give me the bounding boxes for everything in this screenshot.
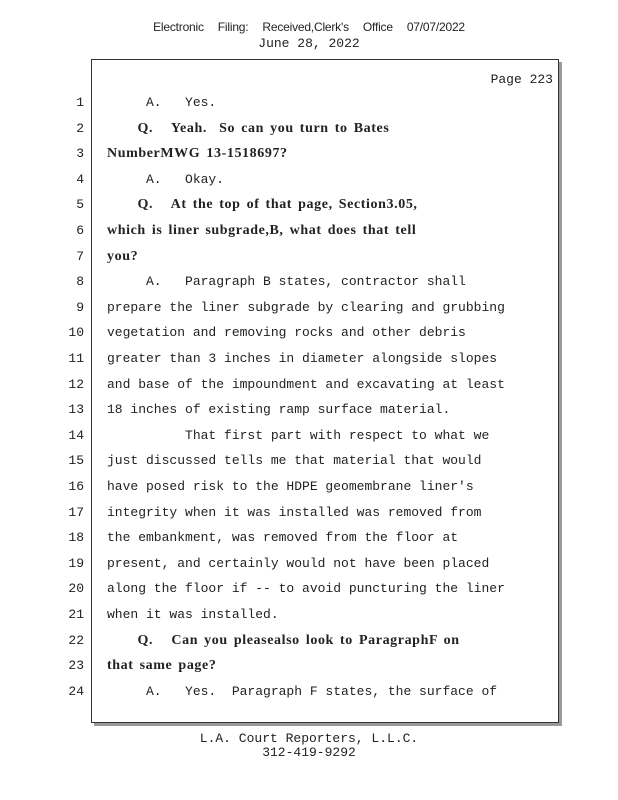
line-number: 13 — [68, 402, 84, 417]
answer-line: integrity when it was installed was removed from — [107, 505, 482, 520]
answer-line: A. Yes. Paragraph F states, the surface of — [107, 684, 498, 699]
answer-line: have posed risk to the HDPE geomembrane liner's — [107, 479, 474, 494]
line-number: 8 — [76, 274, 84, 289]
transcript-date: June 28, 2022 — [258, 36, 360, 51]
question-line: which is liner subgrade,B, what does that tell — [107, 223, 417, 238]
line-number: 2 — [76, 121, 84, 136]
answer-line: along the floor if -- to avoid puncturing the liner — [107, 581, 505, 596]
question-line: that same page? — [107, 658, 217, 673]
answer-line: just discussed tells me that material that would — [107, 453, 482, 468]
answer-line: present, and certainly would not have been placed — [107, 556, 490, 571]
filing-stamp — [0, 20, 618, 34]
page-number: Page 223 — [490, 72, 553, 87]
filing-part: Electronic — [153, 20, 204, 34]
answer-line: That first part with respect to what we — [107, 428, 490, 443]
line-number: 5 — [76, 197, 84, 212]
filing-part: Office — [362, 20, 393, 34]
answer-line: greater than 3 inches in diameter alongside slopes — [107, 351, 498, 366]
filing-part: Filing: — [217, 20, 249, 34]
line-number: 10 — [68, 325, 84, 340]
answer-line: A. Yes. — [107, 95, 217, 110]
line-number: 11 — [68, 351, 84, 366]
line-number: 24 — [68, 684, 84, 699]
line-number: 16 — [68, 479, 84, 494]
question-line: Q. Can you pleasealso look to ParagraphF on — [107, 633, 460, 648]
line-number: 4 — [76, 172, 84, 187]
filing-part: Received,Clerk's — [262, 20, 349, 34]
answer-line: vegetation and removing rocks and other debris — [107, 325, 466, 340]
answer-line: when it was installed. — [107, 607, 279, 622]
question-line: Q. At the top of that page, Section3.05, — [107, 197, 418, 212]
answer-line: 18 inches of existing ramp surface material. — [107, 402, 451, 417]
filing-part: 07/07/2022 — [406, 20, 465, 34]
line-number: 19 — [68, 556, 84, 571]
line-number: 7 — [76, 249, 84, 264]
line-number: 6 — [76, 223, 84, 238]
line-number: 15 — [68, 453, 84, 468]
answer-line: and base of the impoundment and excavating at least — [107, 377, 505, 392]
reporter-company: L.A. Court Reporters, L.L.C. — [199, 731, 419, 746]
answer-line: A. Okay. — [107, 172, 225, 187]
line-number: 20 — [68, 581, 84, 596]
line-number: 14 — [68, 428, 84, 443]
answer-line: prepare the liner subgrade by clearing and grubbing — [107, 300, 505, 315]
line-number: 21 — [68, 607, 84, 622]
line-number: 1 — [76, 95, 84, 110]
answer-line: the embankment, was removed from the floor at — [107, 530, 459, 545]
line-number: 12 — [68, 377, 84, 392]
reporter-phone: 312-419-9292 — [262, 745, 356, 760]
question-line: Q. Yeah. So can you turn to Bates — [107, 121, 390, 136]
footer — [0, 732, 618, 760]
line-number: 9 — [76, 300, 84, 315]
line-number: 22 — [68, 633, 84, 648]
line-number: 17 — [68, 505, 84, 520]
line-number: 3 — [76, 146, 84, 161]
line-number: 23 — [68, 658, 84, 673]
question-line: you? — [107, 249, 139, 264]
answer-line: A. Paragraph B states, contractor shall — [107, 274, 466, 289]
line-number: 18 — [68, 530, 84, 545]
question-line: NumberMWG 13-1518697? — [107, 146, 288, 161]
